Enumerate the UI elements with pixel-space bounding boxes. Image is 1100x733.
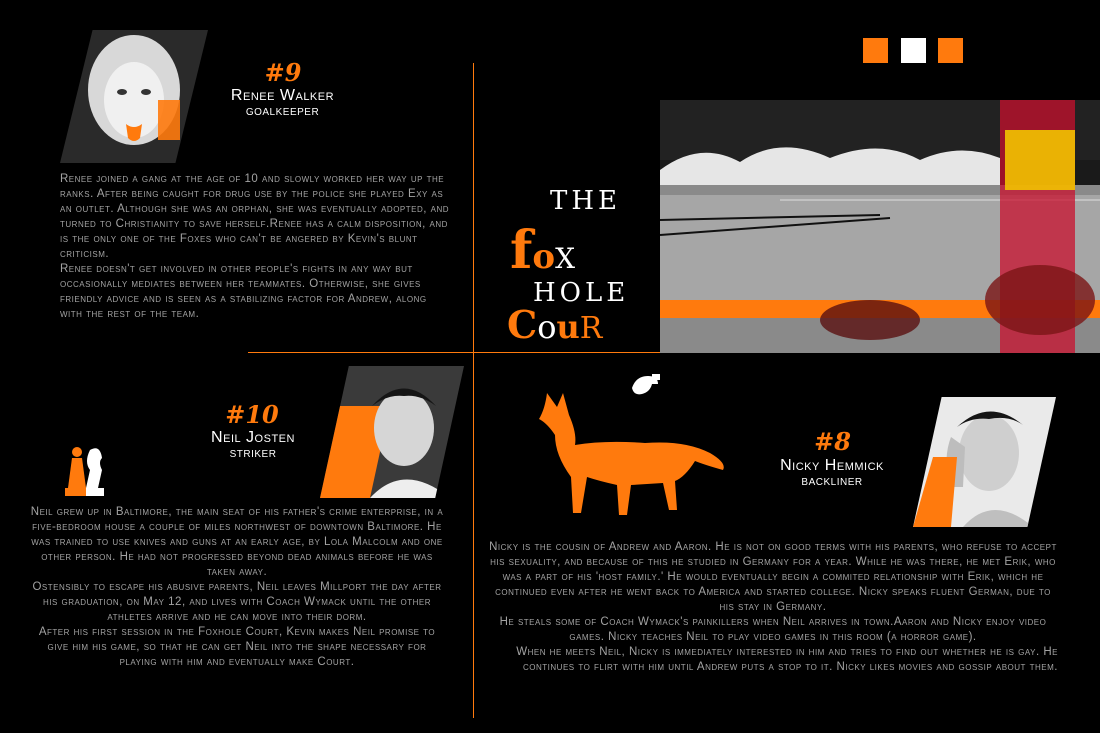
nicky-bio [488,540,1058,675]
neil-role: STRIKER [229,449,277,460]
renee-bio [60,172,452,322]
neil-bio-para-1: Neil grew up in Baltimore, the main seat of his father's crime enterprise, in a five-bedroom house a couple of miles northwest of downtown Baltimore. He was trained to use knives and guns at an early age, by Lola Malcolm and one other person. He had not progressed beyond dead animals before he was taken away. [30,506,444,578]
stadium-field-image [660,100,1100,353]
renee-name: Renee Walker [230,87,335,104]
renee-role: GOALKEEPER [245,107,320,118]
title-the: THE [550,186,621,216]
neil-name: Neil Josten [211,429,295,446]
title-court-r: R [579,311,603,346]
neil-bio-para-2: Ostensibly to escape his abusive parents, Neil leaves Millport the day after his graduation, on May 12, and lives with Coach Wymack until the other athletes arrive and he can move into their dorm. [32,581,442,623]
neil-photo [320,366,464,498]
title-court-u: u [556,308,580,346]
nicky-photo [913,397,1056,527]
title-hole: HOLE [533,278,630,308]
nicky-role: BACKLINER [801,477,863,488]
title-fox-f: f [510,220,533,281]
title-fox-o: o [532,237,556,277]
nicky-bio-para-3: When he meets Neil, Nicky is immediately interested in him and tries to find out whether he is gay. He continues to flirt with him until Andrew puts a stop to it. Nicky likes movies and gossip about them. [516,646,1058,673]
decor-square-orange-1 [863,38,888,63]
chess-pieces-icon [62,440,107,502]
nicky-number: #8 [814,427,851,456]
fox-silhouette-icon [535,385,730,525]
renee-photo [60,30,208,163]
nicky-bio-para-1: Nicky is the cousin of Andrew and Aaron. He is not on good terms with his parents, who refuse to accept his sexuality, and because of this he studied in Germany for a year. While he was there, he met Erik, who was a part of his 'host family.' He would eventually begin a commited relationship with Erik, which he continued even after he went back to America and started college. Nicky speaks fluent German, due to his stay in Germany. [489,541,1057,613]
neil-number: #10 [225,400,279,429]
decor-square-white [901,38,926,63]
foxhole-court-title [505,180,655,350]
title-court-c: C [507,302,538,347]
divider-horizontal [248,352,660,353]
nicky-bio-para-2: He steals some of Coach Wymack's painkillers when Neil arrives in town.Aaron and Nicky enjoy video games. Nicky teaches Neil to play video games in this room (a horror game). [499,616,1047,643]
renee-bio-para-2: Renee doesn't get involved in other people's fights in any way but occasionally mediates between her teammates. Otherwise, she gives friendly advice and is seen as a stabilizing factor for Andrew, along with the rest of the team. [60,263,427,320]
hand-drawn-doodle-icon [628,370,662,400]
renee-number: #9 [264,58,302,87]
title-court-o: o [537,308,557,346]
title-court [507,302,602,347]
title-fox [510,220,575,281]
divider-vertical [473,63,474,718]
neil-bio-para-3: After his first session in the Foxhole Court, Kevin makes Neil promise to give him his game, so that he can get Neil into the shape necessary for playing with him and eventually make Court. [38,626,436,668]
nicky-name: Nicky Hemmick [780,457,884,474]
title-fox-x: X [555,242,575,275]
neil-bio [28,505,446,670]
decor-square-orange-2 [938,38,963,63]
renee-bio-para-1: Renee joined a gang at the age of 10 and slowly worked her way up the ranks. After being caught for drug use by the police she played Exy as an outlet. Although she was an orphan, she was eventually adopted, and turned to Christianity to save herself.Renee has a calm disposition, and is the only one of the Foxes who can't be angered by Kevin's blunt criticism. [60,173,450,260]
